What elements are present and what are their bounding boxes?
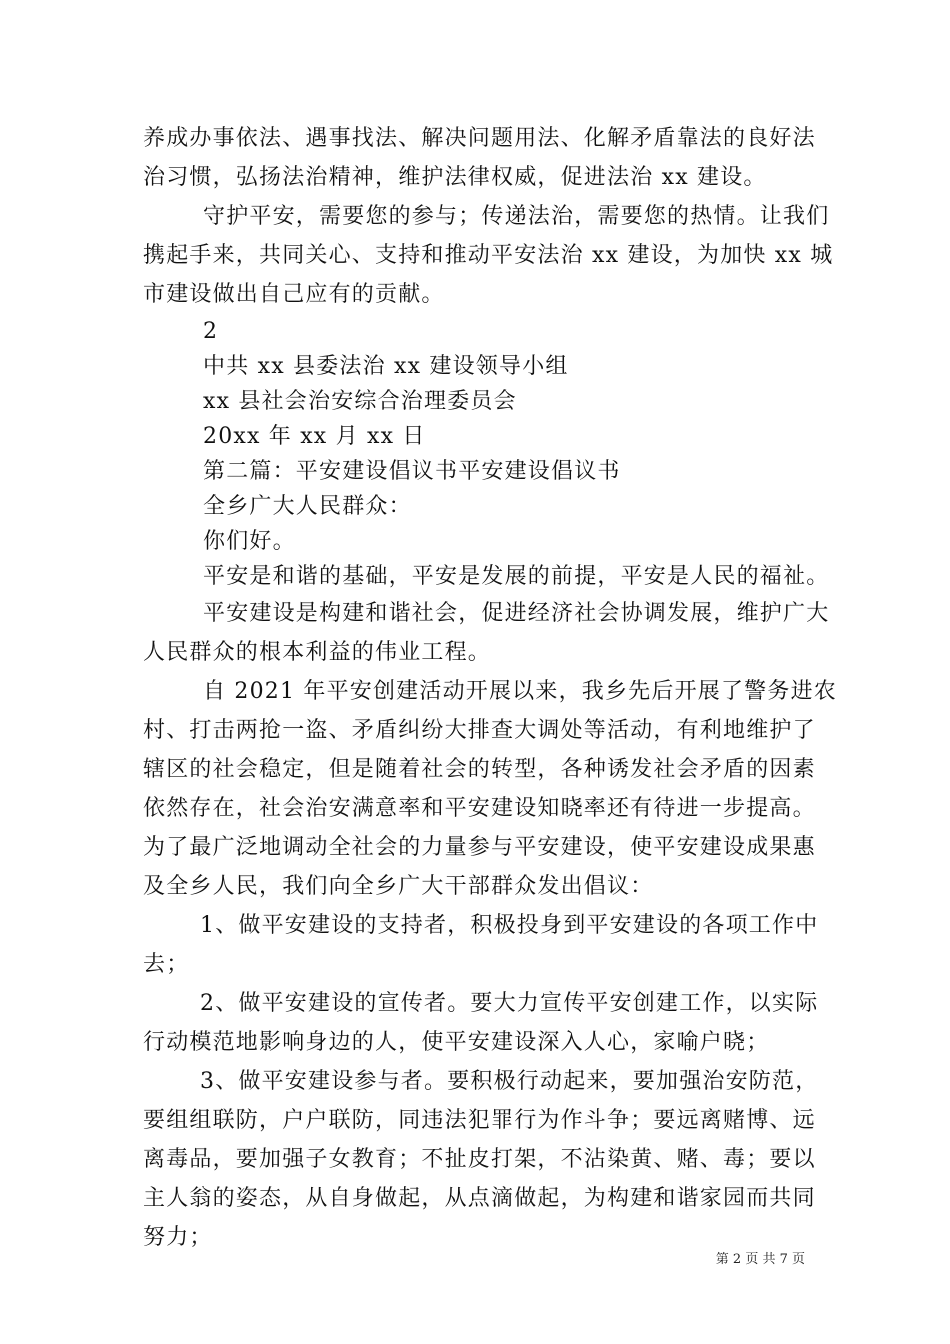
list-item-line: 3、做平安建设参与者。要积极行动起来，要加强治安防范， — [200, 1069, 819, 1094]
text-line: 养成办事依法、遇事找法、解决问题用法、化解矛盾靠法的良好法 — [143, 126, 816, 151]
list-item-line: 去； — [143, 952, 190, 977]
date-line: 20xx 年 xx 月 xx 日 — [203, 424, 426, 449]
text-line: 依然存在，社会治安满意率和平安建设知晓率还有待进一步提高。 — [143, 796, 816, 821]
signatory-line: 中共 xx 县委法治 xx 建设领导小组 — [203, 354, 569, 379]
greeting-line: 你们好。 — [203, 529, 296, 554]
text-line: 为了最广泛地调动全社会的力量参与平安建设，使平安建设成果惠 — [143, 835, 816, 860]
list-item-line: 要组组联防，户户联防，同违法犯罪行为作斗争；要远离赌博、远 — [143, 1108, 816, 1133]
page-number-inline: 2 — [203, 319, 219, 344]
signatory-line: xx 县社会治安综合治理委员会 — [203, 389, 517, 414]
document-body — [143, 119, 837, 1257]
text-line: 人民群众的根本利益的伟业工程。 — [143, 640, 492, 665]
text-line: 携起手来，共同关心、支持和推动平安法治 xx 建设，为加快 xx 城 — [143, 243, 834, 268]
text-line: 村、打击两抢一盗、矛盾纠纷大排查大调处等活动，有利地维护了 — [143, 718, 816, 743]
text-line: 平安建设是构建和谐社会，促进经济社会协调发展，维护广大 — [203, 601, 830, 626]
text-line: 治习惯，弘扬法治精神，维护法律权威，促进法治 xx 建设。 — [143, 165, 767, 190]
list-item-line: 主人翁的姿态，从自身做起，从点滴做起，为构建和谐家园而共同 — [143, 1186, 816, 1211]
text-line: 守护平安，需要您的参与；传递法治，需要您的热情。让我们 — [203, 204, 830, 229]
section-heading: 第二篇：平安建设倡议书平安建设倡议书 — [203, 459, 621, 484]
text-line: 及全乡人民，我们向全乡广大干部群众发出倡议： — [143, 874, 654, 899]
text-line: 辖区的社会稳定，但是随着社会的转型，各种诱发社会矛盾的因素 — [143, 757, 816, 782]
text-line: 平安是和谐的基础，平安是发展的前提，平安是人民的福祉。 — [203, 564, 830, 589]
list-item-line: 2、做平安建设的宣传者。要大力宣传平安创建工作，以实际 — [200, 991, 819, 1016]
list-item-line: 行动模范地影响身边的人，使平安建设深入人心，家喻户晓； — [143, 1030, 770, 1055]
salutation-line: 全乡广大人民群众： — [203, 494, 412, 519]
text-line: 自 2021 年平安创建活动开展以来，我乡先后开展了警务进农 — [203, 679, 837, 704]
list-item-line: 1、做平安建设的支持者，积极投身到平安建设的各项工作中 — [200, 913, 819, 938]
list-item-line: 离毒品，要加强子女教育；不扯皮打架，不沾染黄、赌、毒；要以 — [143, 1147, 816, 1172]
text-line: 市建设做出自己应有的贡献。 — [143, 282, 445, 307]
list-item-line: 努力； — [143, 1225, 213, 1250]
page-footer: 第 2 页 共 7 页 — [715, 1252, 805, 1267]
